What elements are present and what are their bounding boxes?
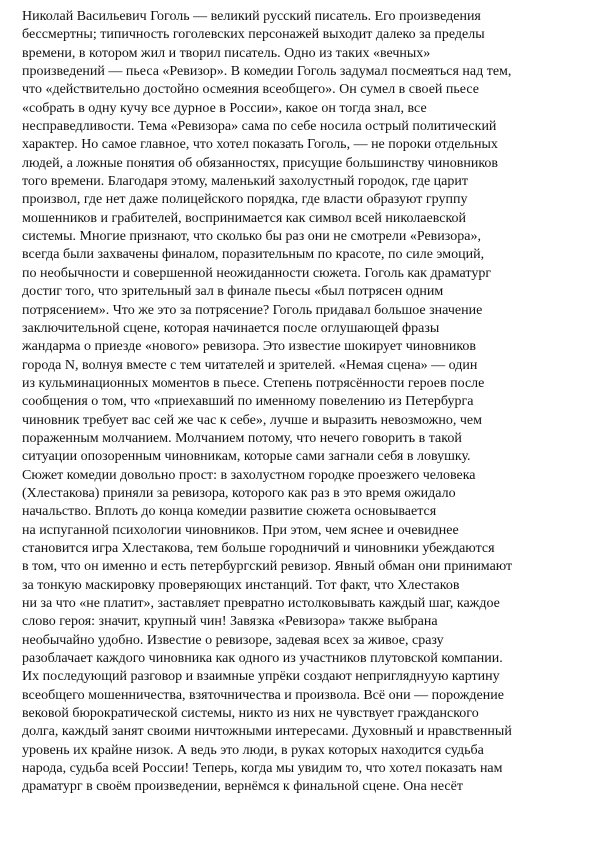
text-line: бессмертны; типичность гоголевских персонажей выходит далеко за пределы [22, 27, 485, 43]
text-line: «собрать в одну кучу все дурное в России», какое он тогда знал, все [22, 100, 427, 116]
text-line: потрясением». Что же это за потрясение? Гоголь придавал большое значение [22, 302, 483, 318]
text-line: вековой бюрократической системы, никто из них не чувствует гражданского [22, 706, 479, 722]
text-line: произведений — пьеса «Ревизор». В комедии Гоголь задумал посмеяться над тем, [22, 64, 512, 80]
text-line: за тонкую маскировку проверяющих инстанций. Тот факт, что Хлестаков [22, 577, 460, 593]
text-line: Сюжет комедии довольно прост: в захолустном городке проезжего человека [22, 467, 476, 483]
text-line: драматург в своём произведении, вернёмся к финальной сцене. Она несёт [22, 779, 463, 795]
text-line: несправедливости. Тема «Ревизора» сама по себе носила острый политический [22, 119, 497, 135]
text-line: пораженным молчанием. Молчанием потому, что нечего говорить в такой [22, 430, 462, 446]
text-line: по необычности и совершенной неожиданности сюжета. Гоголь как драматург [22, 265, 492, 281]
text-line: из кульминационных моментов в пьесе. Степень потрясённости героев после [22, 375, 485, 391]
text-line: Николай Васильевич Гоголь — великий русский писатель. Его произведения [22, 9, 481, 24]
text-line: всеобщего мошенничества, взяточничества и произвола. Всё они — порождение [22, 687, 504, 703]
text-line: уровень их крайне низок. А ведь это люди, в руках которых находится судьба [22, 742, 484, 758]
text-line: заключительной сцене, которая начинается после оглушающей фразы [22, 320, 440, 336]
text-line: города N, волнуя вместе с тем читателей и зрителей. «Немая сцена» — один [22, 357, 478, 373]
text-line: начальство. Вплоть до конца комедии развитие сюжета основывается [22, 504, 437, 520]
text-line: становится игра Хлестакова, тем больше городничий и чиновники убеждаются [22, 540, 495, 556]
text-line: жандарма о приезде «нового» ревизора. Это известие шокирует чиновников [22, 339, 477, 355]
text-line: (Хлестакова) приняли за ревизора, которого как раз в это время ожидало [22, 485, 456, 501]
text-line: ни за что «не платит», заставляет превратно истолковывать каждый шаг, каждое [22, 596, 500, 611]
essay-text [22, 8, 582, 797]
text-line: необычайно удобно. Известие о ревизоре, задевая всех за живое, сразу [22, 632, 444, 648]
text-line: сообщения о том, что «приехавший по именному повелению из Петербурга [22, 394, 474, 410]
text-line: долга, каждый занят своими ничтожными интересами. Духовный и нравственный [22, 724, 512, 740]
text-line: слово героя: значит, крупный чин! Завязка «Ревизора» также выбрана [22, 614, 438, 630]
text-line: Их последующий разговор и взаимные упрёки создают непригляднуую картину [22, 669, 500, 685]
text-line: мошенников и грабителей, воспринимается как символ всей николаевской [22, 210, 467, 226]
text-line: на испуганной психологии чиновников. При этом, чем яснее и очевиднее [22, 522, 459, 538]
text-line: времени, в котором жил и творил писатель. Одно из таких «вечных» [22, 45, 431, 61]
text-line: народа, судьба всей России! Теперь, когда мы увидим то, что хотел показать нам [22, 761, 503, 777]
text-line: произвол, где нет даже полицейского порядка, где власти образуют группу [22, 192, 468, 208]
text-line: ситуации опозоренным чиновникам, которые сами загнали себя в ловушку. [22, 449, 471, 465]
text-line: того времени. Благодаря этому, маленький захолустный городок, где царит [22, 174, 468, 190]
text-line: людей, а ложные понятия об обязанностях, присущие большинству чиновников [22, 155, 499, 171]
text-line: разоблачает каждого чиновника как одного из участников плутовской компании. [22, 651, 503, 667]
text-line: характер. Но самое главное, что хотел показать Гоголь, — не пороки отдельных [22, 137, 498, 153]
text-line: чиновник требует вас сей же час к себе», лучше и выразить невозможно, чем [22, 412, 482, 428]
text-line: в том, что он именно и есть петербургский ревизор. Явный обман они принимают [22, 559, 513, 575]
text-line: всегда были захвачены финалом, поразительным по красоте, по силе эмоций, [22, 247, 485, 263]
text-line: достиг того, что зрительный зал в финале пьесы «был потрясен одним [22, 284, 444, 300]
text-line: что «действительно достойно осмеяния всеобщего». Он сумел в своей пьесе [22, 82, 479, 98]
text-line: системы. Многие признают, что сколько бы раз они не смотрели «Ревизора», [22, 229, 481, 245]
